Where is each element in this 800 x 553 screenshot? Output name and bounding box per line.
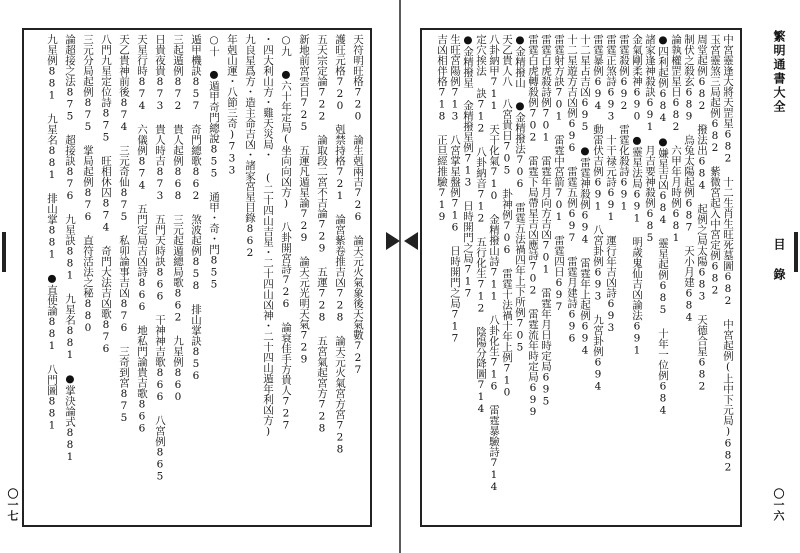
- toc-column: 雷霆正煞詩693 十干禄元詩691 運行年吉凶詩693: [605, 34, 617, 334]
- page-number-right: 〇一六: [772, 488, 785, 521]
- toc-column: 新地前宮雲日725 五運凡遁星論729 論天元光明天氣729: [298, 34, 310, 366]
- toc-column: 定穴挨法 訣712 八卦納音712 五行化生712 陰陽分降圖714: [475, 34, 487, 415]
- toc-column: 周堂起例682 撥法出684 起例之局太陽683 天德合星682: [696, 34, 708, 393]
- toc-column: 雷霆白虎轉殺例702 雷霆下局帶星吉凶應詩702 雷霆流年時定局699: [527, 34, 539, 418]
- toc-columns: [428, 34, 734, 521]
- toc-column: 論超接之法875 超接訣876 九星訣881 九星名881 ●掌決論式881: [64, 34, 76, 463]
- toc-column: 天乙貴人八 八宮貴日705 卦神例706 雷霆十法禍十年上例710: [501, 34, 513, 399]
- toc-columns: [30, 34, 364, 521]
- section-title: 目錄: [772, 238, 786, 298]
- toc-column: 吉凶相伴格718 正旦經推驗719: [436, 34, 448, 223]
- toc-column: ●四利起例684 ●嫌星吉凶684 靈星起例685 十年一位例684: [657, 34, 669, 417]
- toc-column: ・四大利山方・雞天災局・ (二十四山吉星・二十四山凶神・二十四山遁年利凶方): [262, 34, 274, 438]
- left-tab-marker: [386, 232, 400, 250]
- toc-column: 中宮靈逢大將天罡星682 十二生肖生旺死墓圖682 中宮起例(上中下元局)682: [722, 34, 734, 474]
- left-margin: [0, 28, 20, 527]
- gutter-line: [399, 0, 401, 553]
- toc-column: 三起遁例872 貴人起例868 三元起遁總局歌862 九星例860: [172, 34, 184, 403]
- thumb-index-right: [794, 232, 798, 272]
- toc-column: 五天宗定論722 論取段二宮不吉論729 五運728 五宮氣起宮方728: [316, 34, 328, 435]
- running-title: 繁明通書大全: [772, 30, 786, 114]
- toc-column: 十二星占吉凶695 ●雷霆神殺例694 雷霆年上起例694: [579, 34, 591, 357]
- toc-column: 諸家逢神殺訣691 月吉要神殺例685: [644, 34, 656, 244]
- toc-column: ●金精撥星 金精撥星例713 日時開門之局717: [462, 34, 474, 300]
- toc-column: 金氣剛柔神690 ●靈星法局691 明歲鬼仙吉凶論法691: [631, 34, 643, 357]
- toc-column: 十二星遊方吉凶例696 雷霆五例697 雷霆月建詩696: [566, 34, 578, 345]
- thumb-index-left: [2, 232, 6, 272]
- toc-column: 雷霆射方訣701 雷霆中宮箭701 雷霆四日697: [553, 34, 565, 313]
- page-017: [22, 28, 384, 527]
- page-number-left: 〇一七: [6, 488, 19, 521]
- right-tab-marker: [404, 232, 418, 250]
- toc-column: 九良星爲方・造主命吉凶・諸家宮星目錄862: [244, 34, 256, 259]
- toc-column: 八卦納甲711 天干化氣710 金精撥山詩711 八卦化生716 雷霆暴驗詩714: [488, 34, 500, 493]
- toc-column: ●金精撥山 ●金精撥法706 雷霆五法禍四年上下所例705: [514, 34, 526, 354]
- toc-column: 雷霆暴例694 動雷伏吉例691 八宮卦例693 九宮卦例694: [592, 34, 604, 393]
- toc-column: 八門九星定位詩875 旺相休囚874 奇門大法吉凶歌876: [100, 34, 112, 355]
- toc-column: 論執權罡星日682 六甲年月時例681: [670, 34, 682, 244]
- toc-column: ○十 ●遁甲奇門總說855 通甲・奇・門855: [208, 34, 220, 291]
- toc-column: 九星例881 九星名881 排山掌881 ●直使論881 八門圖881: [46, 34, 58, 432]
- toc-column: 天星行時874 六儀例874 五門定局吉凶詩866 地私門論貴吉歌866: [136, 34, 148, 435]
- toc-column: 遁甲機訣857 奇門總歌862 煞波起例858 排山掌訣856: [190, 34, 202, 382]
- page-016: [420, 28, 750, 527]
- toc-column: 護旺元格720 剋禁持格721 論宮紫卷推吉凶728 論天元火氣宮方宮728: [334, 34, 346, 456]
- toc-column: 雷霆白虎殺詩例701 雷霆年月向方吉凶701 雷霆年月日時定局695: [540, 34, 552, 408]
- toc-column: 日貴夜貴873 貴人時吉873 五門天時訣866 干神神吉歌866 八宮例865: [154, 34, 166, 483]
- toc-column: 雷霆殺例692 雷霆化殺詩691: [618, 34, 630, 213]
- toc-column: ○九 ●六十年定局(坐向向凶方) 八卦開宮詩726 論衰佳手方貴人727: [280, 34, 292, 432]
- toc-column: 制伏之殺玄689 烏兔太陽起例687 天小月建684: [683, 34, 695, 324]
- toc-column: 天符明旺格720 論生剋兩吉726 論天元火氣象後天氣數727: [352, 34, 364, 376]
- toc-column: 玉宮靈煞三局起例682 紫微宮起入中宮定例682: [709, 34, 721, 297]
- toc-column: 三元分局起例875 掌局起例876 直符活法之秘880: [82, 34, 94, 334]
- toc-column: 天乙貴神前後874 三元奇仙875 私卯論事吉凶876 三奇到宮875: [118, 34, 130, 424]
- toc-column: 生旺宮陽例713 八宮掌星盤例716 日時開門之局717: [449, 34, 461, 345]
- page-frame: [420, 28, 742, 527]
- page-frame: [22, 28, 372, 527]
- toc-column: 年剋山運・八節三奇)733: [226, 34, 238, 177]
